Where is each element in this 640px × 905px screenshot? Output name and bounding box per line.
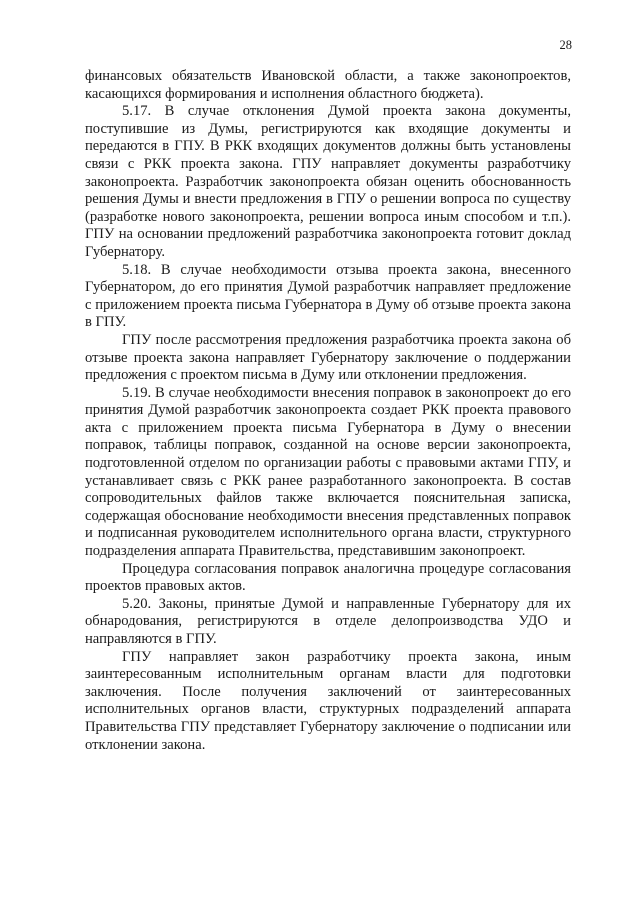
paragraph: ГПУ направляет закон разработчику проекта закона, иным заинтересованным исполнительным органам власти для подготовки заключения. После получения заключений от заинтересованных исполнительных органов власти, структурных подразделений аппарата Правительства ГПУ представляет Губернатору заключение о подписании или отклонении закона. xyxy=(85,648,571,753)
paragraph: финансовых обязательств Ивановской области, а также законопроектов, касающихся формирования и исполнения областного бюджета). xyxy=(85,68,571,102)
page-number: 28 xyxy=(559,38,572,52)
paragraph-5-17: 5.17. В случае отклонения Думой проекта закона документы, поступившие из Думы, регистрируются как входящие документы и передаются в ГПУ. В РКК входящих документов должны быть установлены связи с РКК проекта закона. ГПУ направляет документы разработчику законопроекта. Разработчик законопроекта обязан оценить обоснованность решения Думы и внести предложения в ГПУ о решении вопроса по существу (разработке нового законопроекта, решении вопроса иным способом и т.п.). ГПУ на основании предложений разработчика законопроекта готовит доклад Губернатору. xyxy=(85,103,571,260)
paragraph-5-20: 5.20. Законы, принятые Думой и направленные Губернатору для их обнародования, регистрируются в отделе делопроизводства УДО и направляются в ГПУ. xyxy=(85,595,571,647)
paragraph: ГПУ после рассмотрения предложения разработчика проекта закона об отзыве проекта закона направляет Губернатору заключение о поддержании предложения с проектом письма в Думу или отклонении предложения. xyxy=(85,331,571,384)
paragraph-5-19: 5.19. В случае необходимости внесения поправок в законопроект до его принятия Думой разработчик законопроекта создает РКК проекта правового акта с приложением проекта письма Губернатора в Думу о внесении поправок, таблицы поправок, созданной на основе версии законопроекта, подготовленной отделом по организации работы с правовыми актами ГПУ, и устанавливает связь с РКК ранее разработанного законопроекта. В состав сопроводительных файлов также включается пояснительная записка, содержащая обоснование необходимости внесения представленных поправок и подписанная руководителем исполнительного органа власти, структурного подразделения аппарата Правительства, представившим законопроект. xyxy=(85,384,571,560)
paragraph: Процедура согласования поправок аналогична процедуре согласования проектов правовых актов. xyxy=(85,560,571,595)
paragraph-5-18: 5.18. В случае необходимости отзыва проекта закона, внесенного Губернатором, до его принятия Думой разработчик направляет предложение с приложением проекта письма Губернатора в Думу об отзыве проекта закона в ГПУ. xyxy=(85,261,571,331)
document-body xyxy=(85,68,571,754)
